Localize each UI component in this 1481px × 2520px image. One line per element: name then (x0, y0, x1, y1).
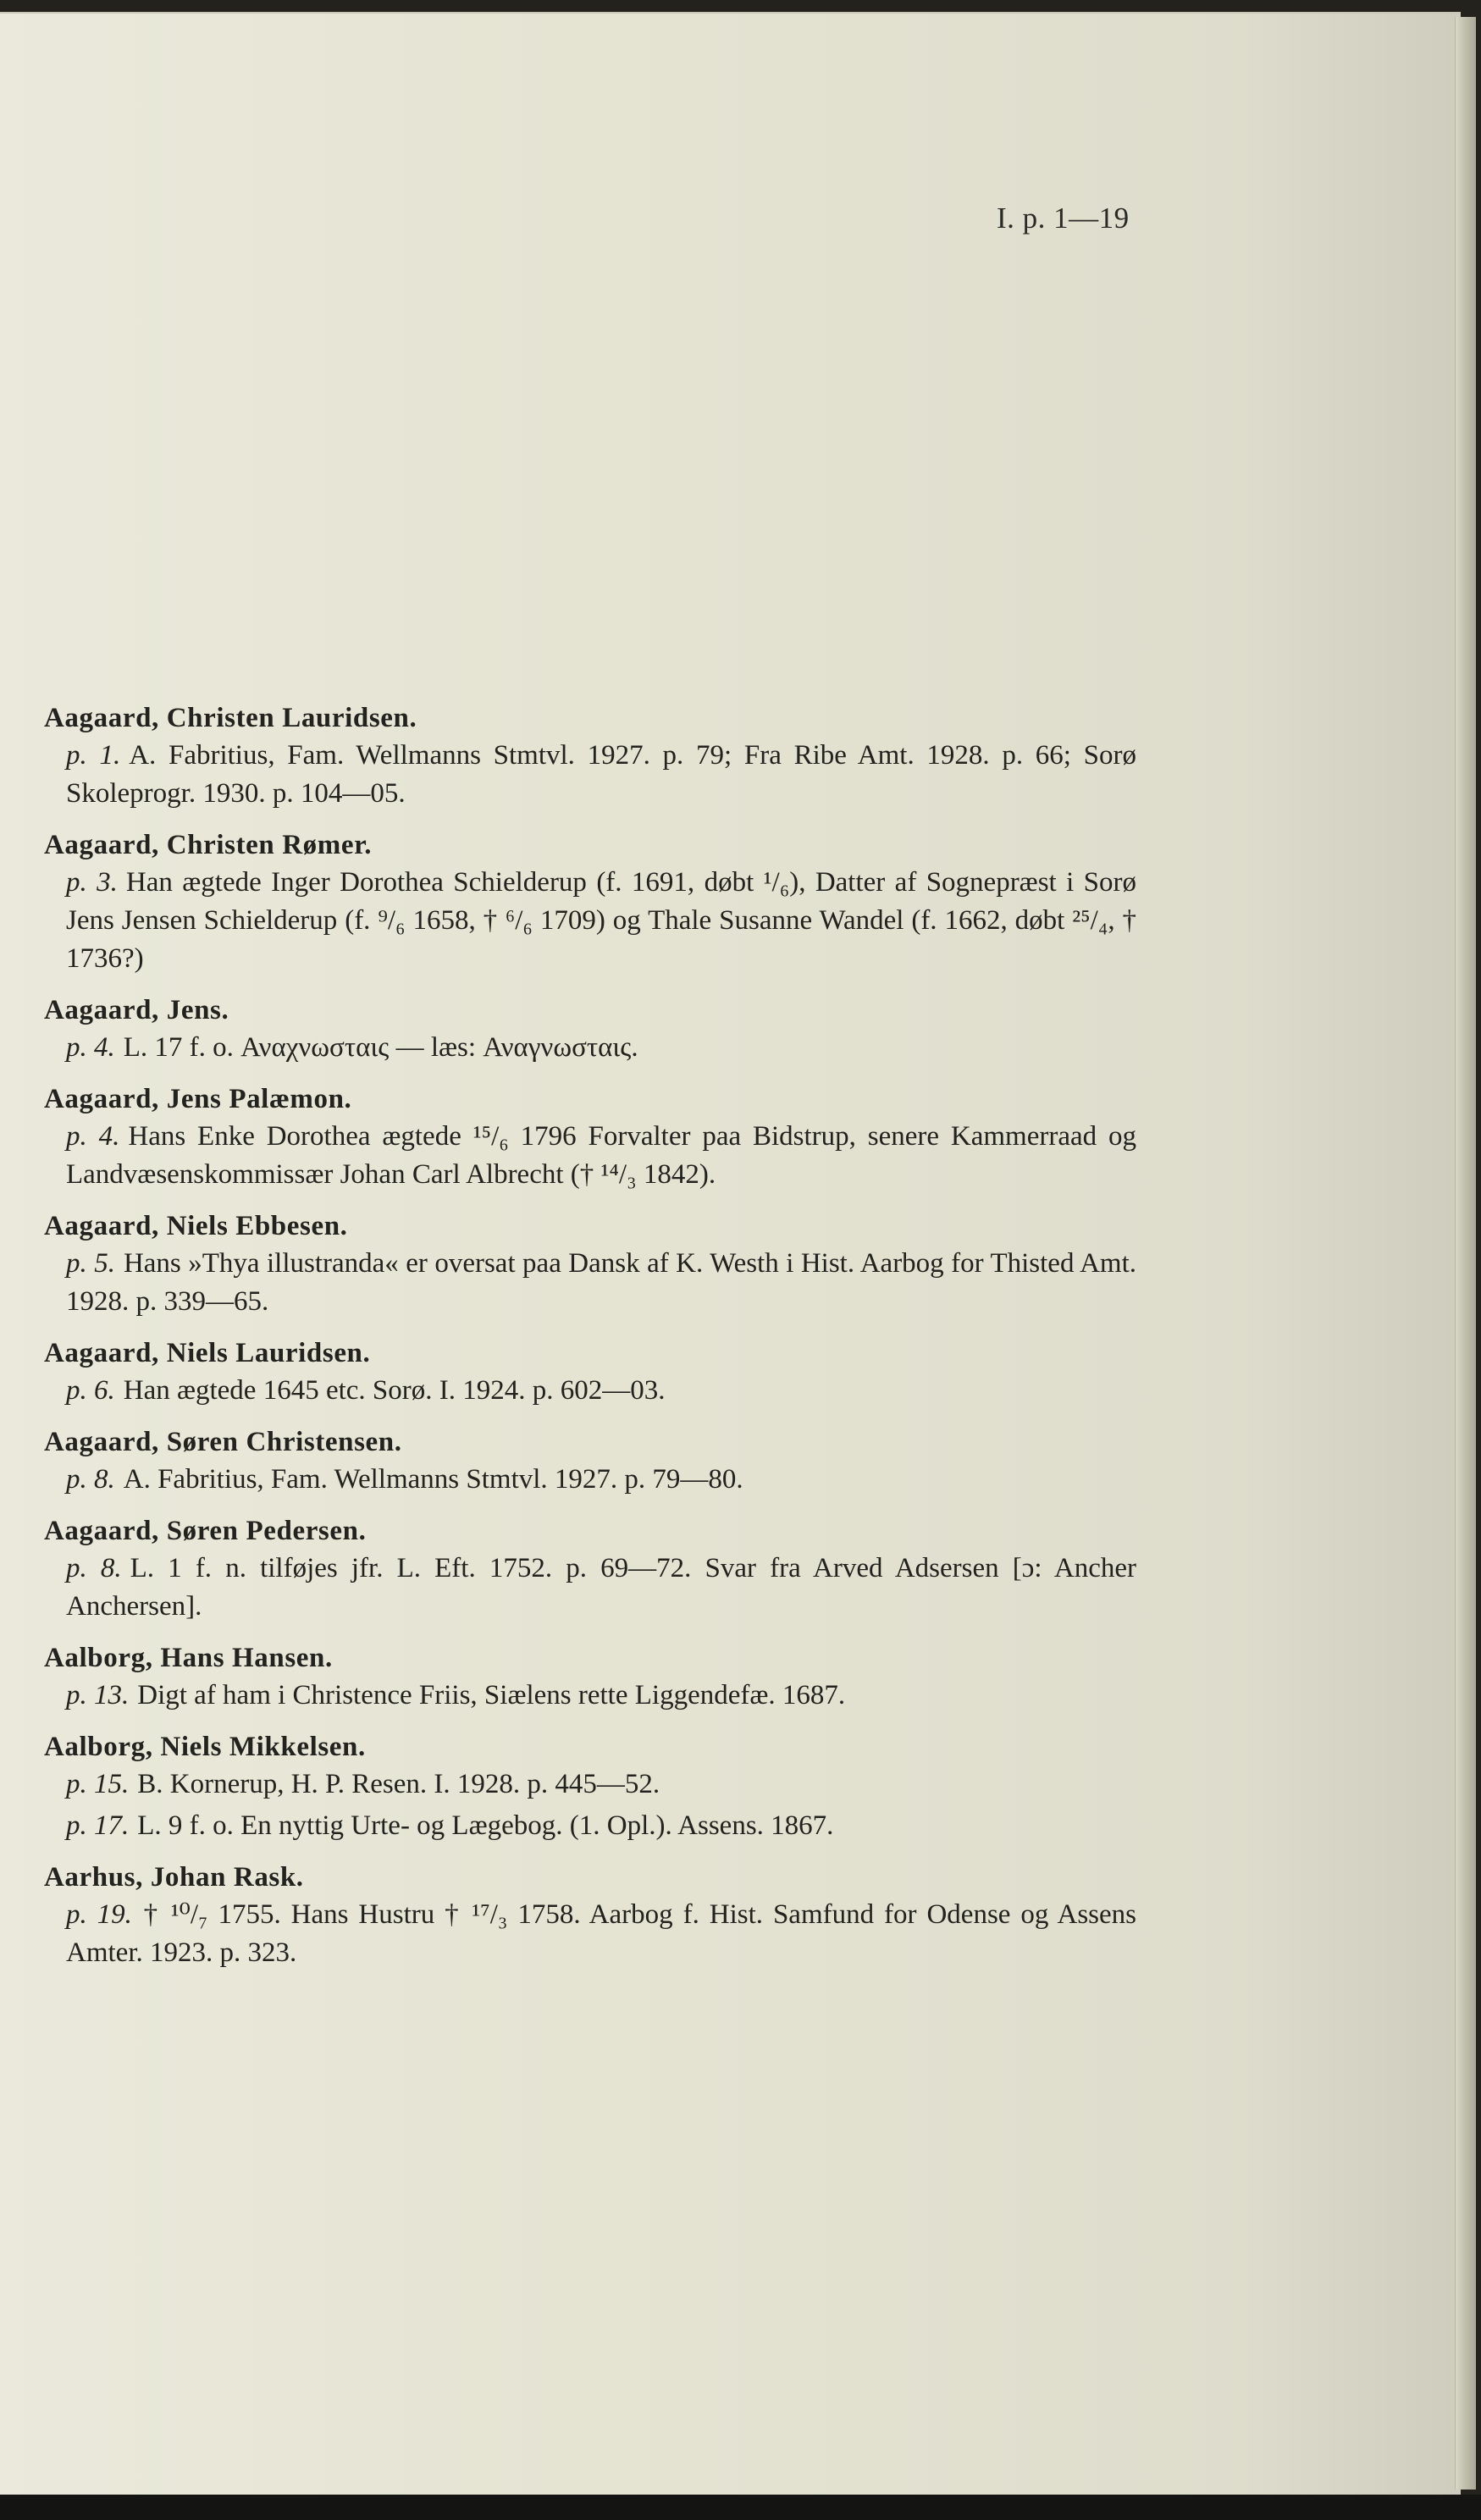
entry-name: Aagaard, Christen Lauridsen. (44, 703, 417, 733)
entry-note (66, 1029, 1136, 1067)
note-text: A. Fabritius, Fam. Wellmanns Stmtvl. 1927. p. 79—80. (123, 1464, 743, 1495)
entry (44, 826, 1136, 978)
entry-body (44, 1896, 1136, 1972)
note-page-ref: p. 8. (66, 1553, 122, 1583)
entry-list (44, 699, 1136, 1986)
entry-body (44, 864, 1136, 978)
entry-name: Aarhus, Johan Rask. (44, 1862, 304, 1893)
entry (44, 992, 1136, 1067)
entry-body (44, 1029, 1136, 1067)
entry-body (44, 737, 1136, 813)
entry (44, 699, 1136, 813)
entry-note (66, 1550, 1136, 1626)
entry-body (44, 1461, 1136, 1499)
note-text: Hans »Thya illustranda« er oversat paa Dansk af K. Westh i Hist. Aarbog for Thisted Amt. 1928. p. 339—65. (66, 1248, 1136, 1317)
entry (44, 1728, 1136, 1845)
note-page-ref: p. 3. (66, 867, 118, 898)
scan-bottom-strip (0, 2495, 1481, 2520)
note-page-ref: p. 6. (66, 1375, 115, 1406)
entry-note (66, 1372, 1136, 1410)
note-page-ref: p. 8. (66, 1464, 115, 1495)
entry-name: Aagaard, Søren Christensen. (44, 1427, 402, 1457)
note-text: L. 9 f. o. En nyttig Urte- og Lægebog. (1. Opl.). Assens. 1867. (137, 1810, 834, 1841)
entry-body (44, 1766, 1136, 1845)
note-text: L. 1 f. n. tilføjes jfr. L. Eft. 1752. p. 69—72. Svar fra Arved Adsersen [ɔ: Ancher Anchersen]. (66, 1553, 1137, 1622)
entry-note (66, 1118, 1136, 1194)
entry (44, 1335, 1136, 1410)
entry-name: Aalborg, Niels Mikkelsen. (44, 1732, 366, 1762)
entry (44, 1080, 1136, 1194)
note-page-ref: p. 4. (66, 1121, 120, 1152)
entry-note (66, 1896, 1136, 1972)
entry-name: Aagaard, Niels Lauridsen. (44, 1338, 371, 1368)
note-text: Hans Enke Dorothea ægtede ¹⁵/₆ 1796 Forvalter paa Bidstrup, senere Kammerraad og Landvæsenskommissær Johan Carl Albrecht († ¹⁴/₃ 1842). (66, 1121, 1137, 1190)
note-page-ref: p. 1. (66, 740, 121, 771)
entry-name: Aagaard, Jens Palæmon. (44, 1084, 352, 1114)
entry-note (66, 1807, 1136, 1845)
note-text: L. 17 f. o. Αναχνωσταις — læs: Αναγνωσταις. (123, 1032, 638, 1063)
entry-name: Aagaard, Søren Pedersen. (44, 1516, 367, 1546)
entry (44, 1512, 1136, 1626)
entry (44, 1208, 1136, 1321)
entry (44, 1859, 1136, 1972)
entry-note (66, 1245, 1136, 1321)
note-text: Digt af ham i Christence Friis, Siælens rette Liggendefæ. 1687. (137, 1680, 846, 1710)
entry-name: Aalborg, Hans Hansen. (44, 1643, 333, 1673)
entry-name: Aagaard, Christen Rømer. (44, 830, 373, 860)
note-text: B. Kornerup, H. P. Resen. I. 1928. p. 445—52. (137, 1769, 660, 1799)
note-page-ref: p. 17. (66, 1810, 130, 1841)
entry-body (44, 1118, 1136, 1194)
entry-note (66, 1461, 1136, 1499)
note-text: Han ægtede 1645 etc. Sorø. I. 1924. p. 602—03. (123, 1375, 666, 1406)
entry (44, 1639, 1136, 1715)
entry-body (44, 1245, 1136, 1321)
note-text: A. Fabritius, Fam. Wellmanns Stmtvl. 1927. p. 79; Fra Ribe Amt. 1928. p. 66; Sorø Skoleprogr. 1930. p. 104—05. (66, 740, 1136, 809)
page-header-reference: I. p. 1—19 (997, 202, 1130, 235)
entry-note (66, 864, 1136, 978)
entry-name: Aagaard, Jens. (44, 995, 229, 1025)
entry-body (44, 1677, 1136, 1715)
note-page-ref: p. 15. (66, 1769, 130, 1799)
note-page-ref: p. 19. (66, 1899, 132, 1930)
entry-body (44, 1372, 1136, 1410)
entry-name: Aagaard, Niels Ebbesen. (44, 1211, 348, 1241)
note-page-ref: p. 4. (66, 1032, 115, 1063)
entry-note (66, 1766, 1136, 1804)
note-page-ref: p. 5. (66, 1248, 115, 1279)
entry-note (66, 737, 1136, 813)
book-page (0, 12, 1461, 2496)
note-text: Han ægtede Inger Dorothea Schielderup (f. 1691, døbt ¹/₆), Datter af Sognepræst i Sorø Jens Jensen Schielderup (f. ⁹/₆ 1658, † ⁶/₆ 1709) og Thale Susanne Wandel (f. 1662, døbt ²⁵/₄, † 1736?) (66, 867, 1136, 974)
entry (44, 1423, 1136, 1499)
entry-body (44, 1550, 1136, 1626)
note-page-ref: p. 13. (66, 1680, 130, 1710)
note-text: † ¹⁰/₇ 1755. Hans Hustru † ¹⁷/₃ 1758. Aarbog f. Hist. Samfund for Odense og Assens Amter. 1923. p. 323. (66, 1899, 1136, 1968)
entry-note (66, 1677, 1136, 1715)
page-edge (1455, 17, 1476, 2490)
